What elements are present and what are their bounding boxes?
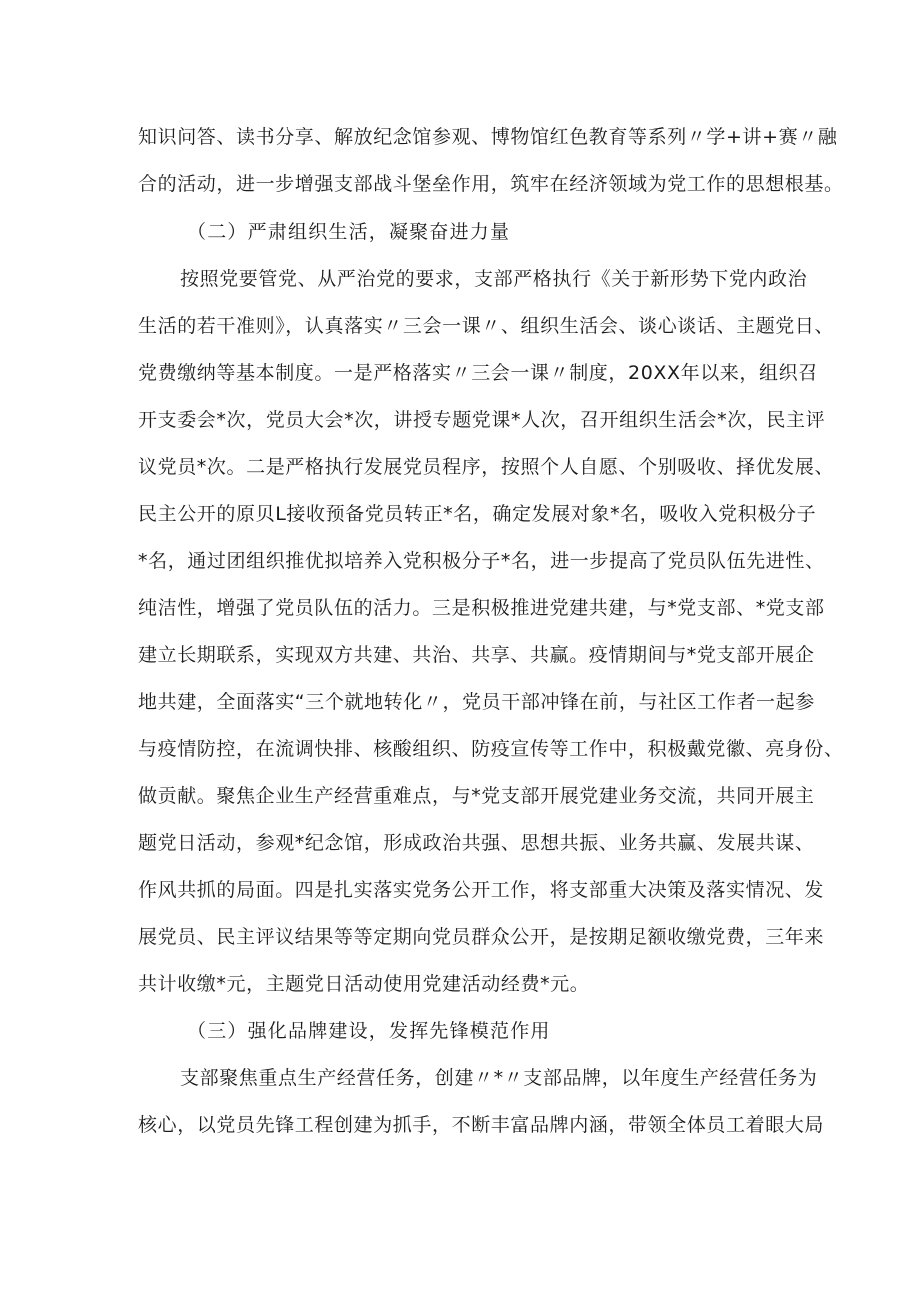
paragraph-line: 按照党要管党、从严治党的要求，支部严格执行《关于新形势下党内政治 [180, 268, 808, 290]
paragraph-line: 党费缴纳等基本制度。一是严格落实〃三会一课〃制度，20XX年以来，组织召 [138, 362, 818, 384]
section-heading-3: （三）强化品牌建设，发挥先锋模范作用 [187, 1020, 551, 1042]
paragraph-line: 知识问答、读书分享、解放纪念馆参观、博物馆红色教育等系列〃学+讲+赛〃融 [138, 126, 838, 148]
paragraph-line: 题党日活动，参观*纪念馆，形成政治共强、思想共振、业务共赢、发展共谋、 [138, 832, 815, 854]
paragraph-line: 建立长期联系，实现双方共建、共治、共享、共赢。疫情期间与*党支部开展企 [138, 644, 815, 666]
paragraph-line: 展党员、民主评议结果等等定期向党员群众公开，是按期足额收缴党费，三年来 [138, 926, 825, 948]
paragraph-line: 民主公开的原贝L接收预备党员转正*名，确定发展对象*名，吸收入党积极分子 [138, 503, 817, 525]
paragraph-line: 合的活动，进一步增强支部战斗堡垒作用，筑牢在经济领域为党工作的思想根基。 [138, 173, 844, 195]
section-heading-2: （二）严肃组织生活，凝聚奋进力量 [187, 221, 511, 243]
paragraph-line: 议党员*次。二是严格执行发展党员程序，按照个人自愿、个别吸收、择优发展、 [138, 456, 835, 478]
paragraph-line: 开支委会*次，党员大会*次，讲授专题党课*人次，召开组织生活会*次，民主评 [138, 409, 826, 431]
paragraph-line: 纯洁性，增强了党员队伍的活力。三是积极推进党建共建，与*党支部、*党支部 [138, 597, 825, 619]
paragraph-line: 与疫情防控，在流调快排、核酸组织、防疫宣传等工作中，积极戴党徽、亮身份、 [138, 738, 844, 760]
paragraph-line: 作风共抓的局面。四是扎实落实党务公开工作，将支部重大决策及落实情况、发 [138, 879, 825, 901]
paragraph-line: 地共建，全面落实“三个就地转化〃，党员干部冲锋在前，与社区工作者一起参 [138, 691, 815, 713]
paragraph-line: 核心，以党员先锋工程创建为抓手，不断丰富品牌内涵，带领全体员工着眼大局 [138, 1114, 825, 1136]
paragraph-line: 做贡献。聚焦企业生产经营重难点，与*党支部开展党建业务交流，共同开展主 [138, 785, 815, 807]
paragraph-line: 共计收缴*元，主题党日活动使用党建活动经费*元。 [138, 973, 590, 995]
paragraph-line: *名，通过团组织推优拟培养入党积极分子*名，进一步提高了党员队伍先进性、 [138, 550, 825, 572]
paragraph-line: 生活的若干准则》，认真落实〃三会一课〃、组织生活会、谈心谈话、主题党日、 [138, 315, 835, 337]
paragraph-line: 支部聚焦重点生产经营任务，创建〃*〃支部品牌，以年度生产经营任务为 [180, 1067, 818, 1089]
